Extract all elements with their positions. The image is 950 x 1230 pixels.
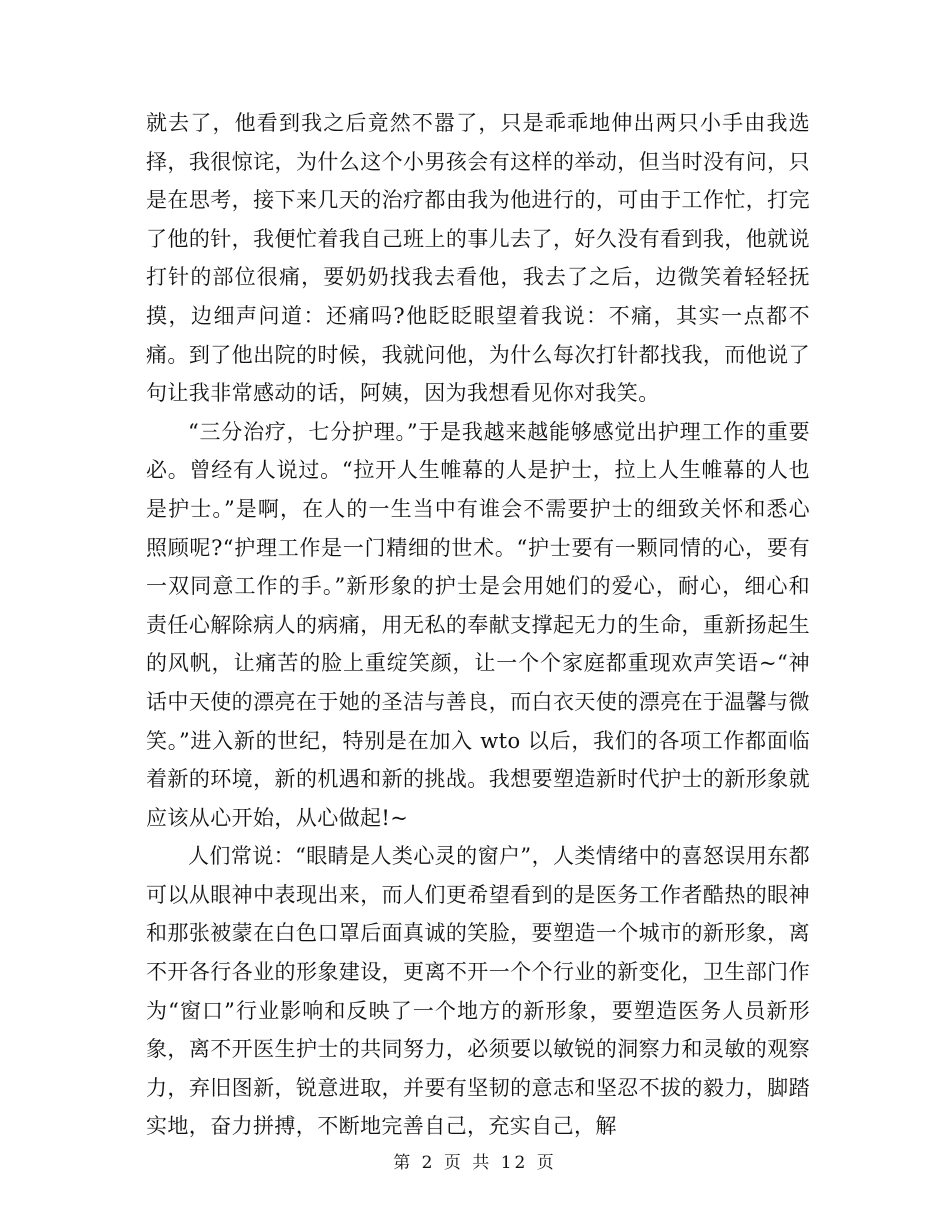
- paragraph-2: “三分治疗，七分护理。”于是我越来越能够感觉出护理工作的重要必。曾经有人说过。“拉开人生帷幕的人是护士，拉上人生帷幕的人也是护士。”是啊，在人的一生当中有谁会不需要护士的细致关怀和悉心照顾呢?“护理工作是一门精细的世术。“护士要有一颗同情的心，要有一双同意工作的手。”新形象的护士是会用她们的爱心，耐心，细心和责任心解除病人的病痛，用无私的奉献支撑起无力的生命，重新扬起生的风帆，让痛苦的脸上重绽笑颜，让一个个家庭都重现欢声笑语~“神话中天使的漂亮在于她的圣洁与善良，而白衣天使的漂亮在于温馨与微笑。”进入新的世纪，特别是在加入 wto 以后，我们的各项工作都面临着新的环境，新的机遇和新的挑战。我想要塑造新时代护士的新形象就应该从心开始，从心做起!~: [146, 419, 810, 830]
- paragraph-3: 人们常说：“眼睛是人类心灵的窗户”，人类情绪中的喜怒误用东都可以从眼神中表现出来，而人们更希望看到的是医务工作者酷热的眼神和那张被蒙在白色口罩后面真诚的笑脸，要塑造一个城市的新形象，离不开各行各业的形象建设，更离不开一个个行业的新变化，卫生部门作为“窗口”行业影响和反映了一个地方的新形象，要塑造医务人员新形象，离不开医生护士的共同努力，必须要以敏锐的洞察力和灵敏的观察力，弃旧图新，锐意进取，并要有坚韧的意志和坚忍不拔的毅力，脚踏实地，奋力拼搏，不断地完善自己，充实自己，解: [146, 844, 810, 1139]
- document-body: [146, 104, 810, 1146]
- paragraph-1: 就去了，他看到我之后竟然不嚣了，只是乖乖地伸出两只小手由我选择，我很惊诧，为什么这个小男孩会有这样的举动，但当时没有问，只是在思考，接下来几天的治疗都由我为他进行的，可由于工作忙，打完了他的针，我便忙着我自己班上的事儿去了，好久没有看到我，他就说打针的部位很痛，要奶奶找我去看他，我去了之后，边微笑着轻轻抚摸，边细声问道：还痛吗?他眨眨眼望着我说：不痛，其实一点都不痛。到了他出院的时候，我就问他，为什么每次打针都找我，而他说了句让我非常感动的话，阿姨，因为我想看见你对我笑。: [146, 111, 810, 406]
- page-number-footer: 第 2 页 共 12 页: [393, 1153, 557, 1173]
